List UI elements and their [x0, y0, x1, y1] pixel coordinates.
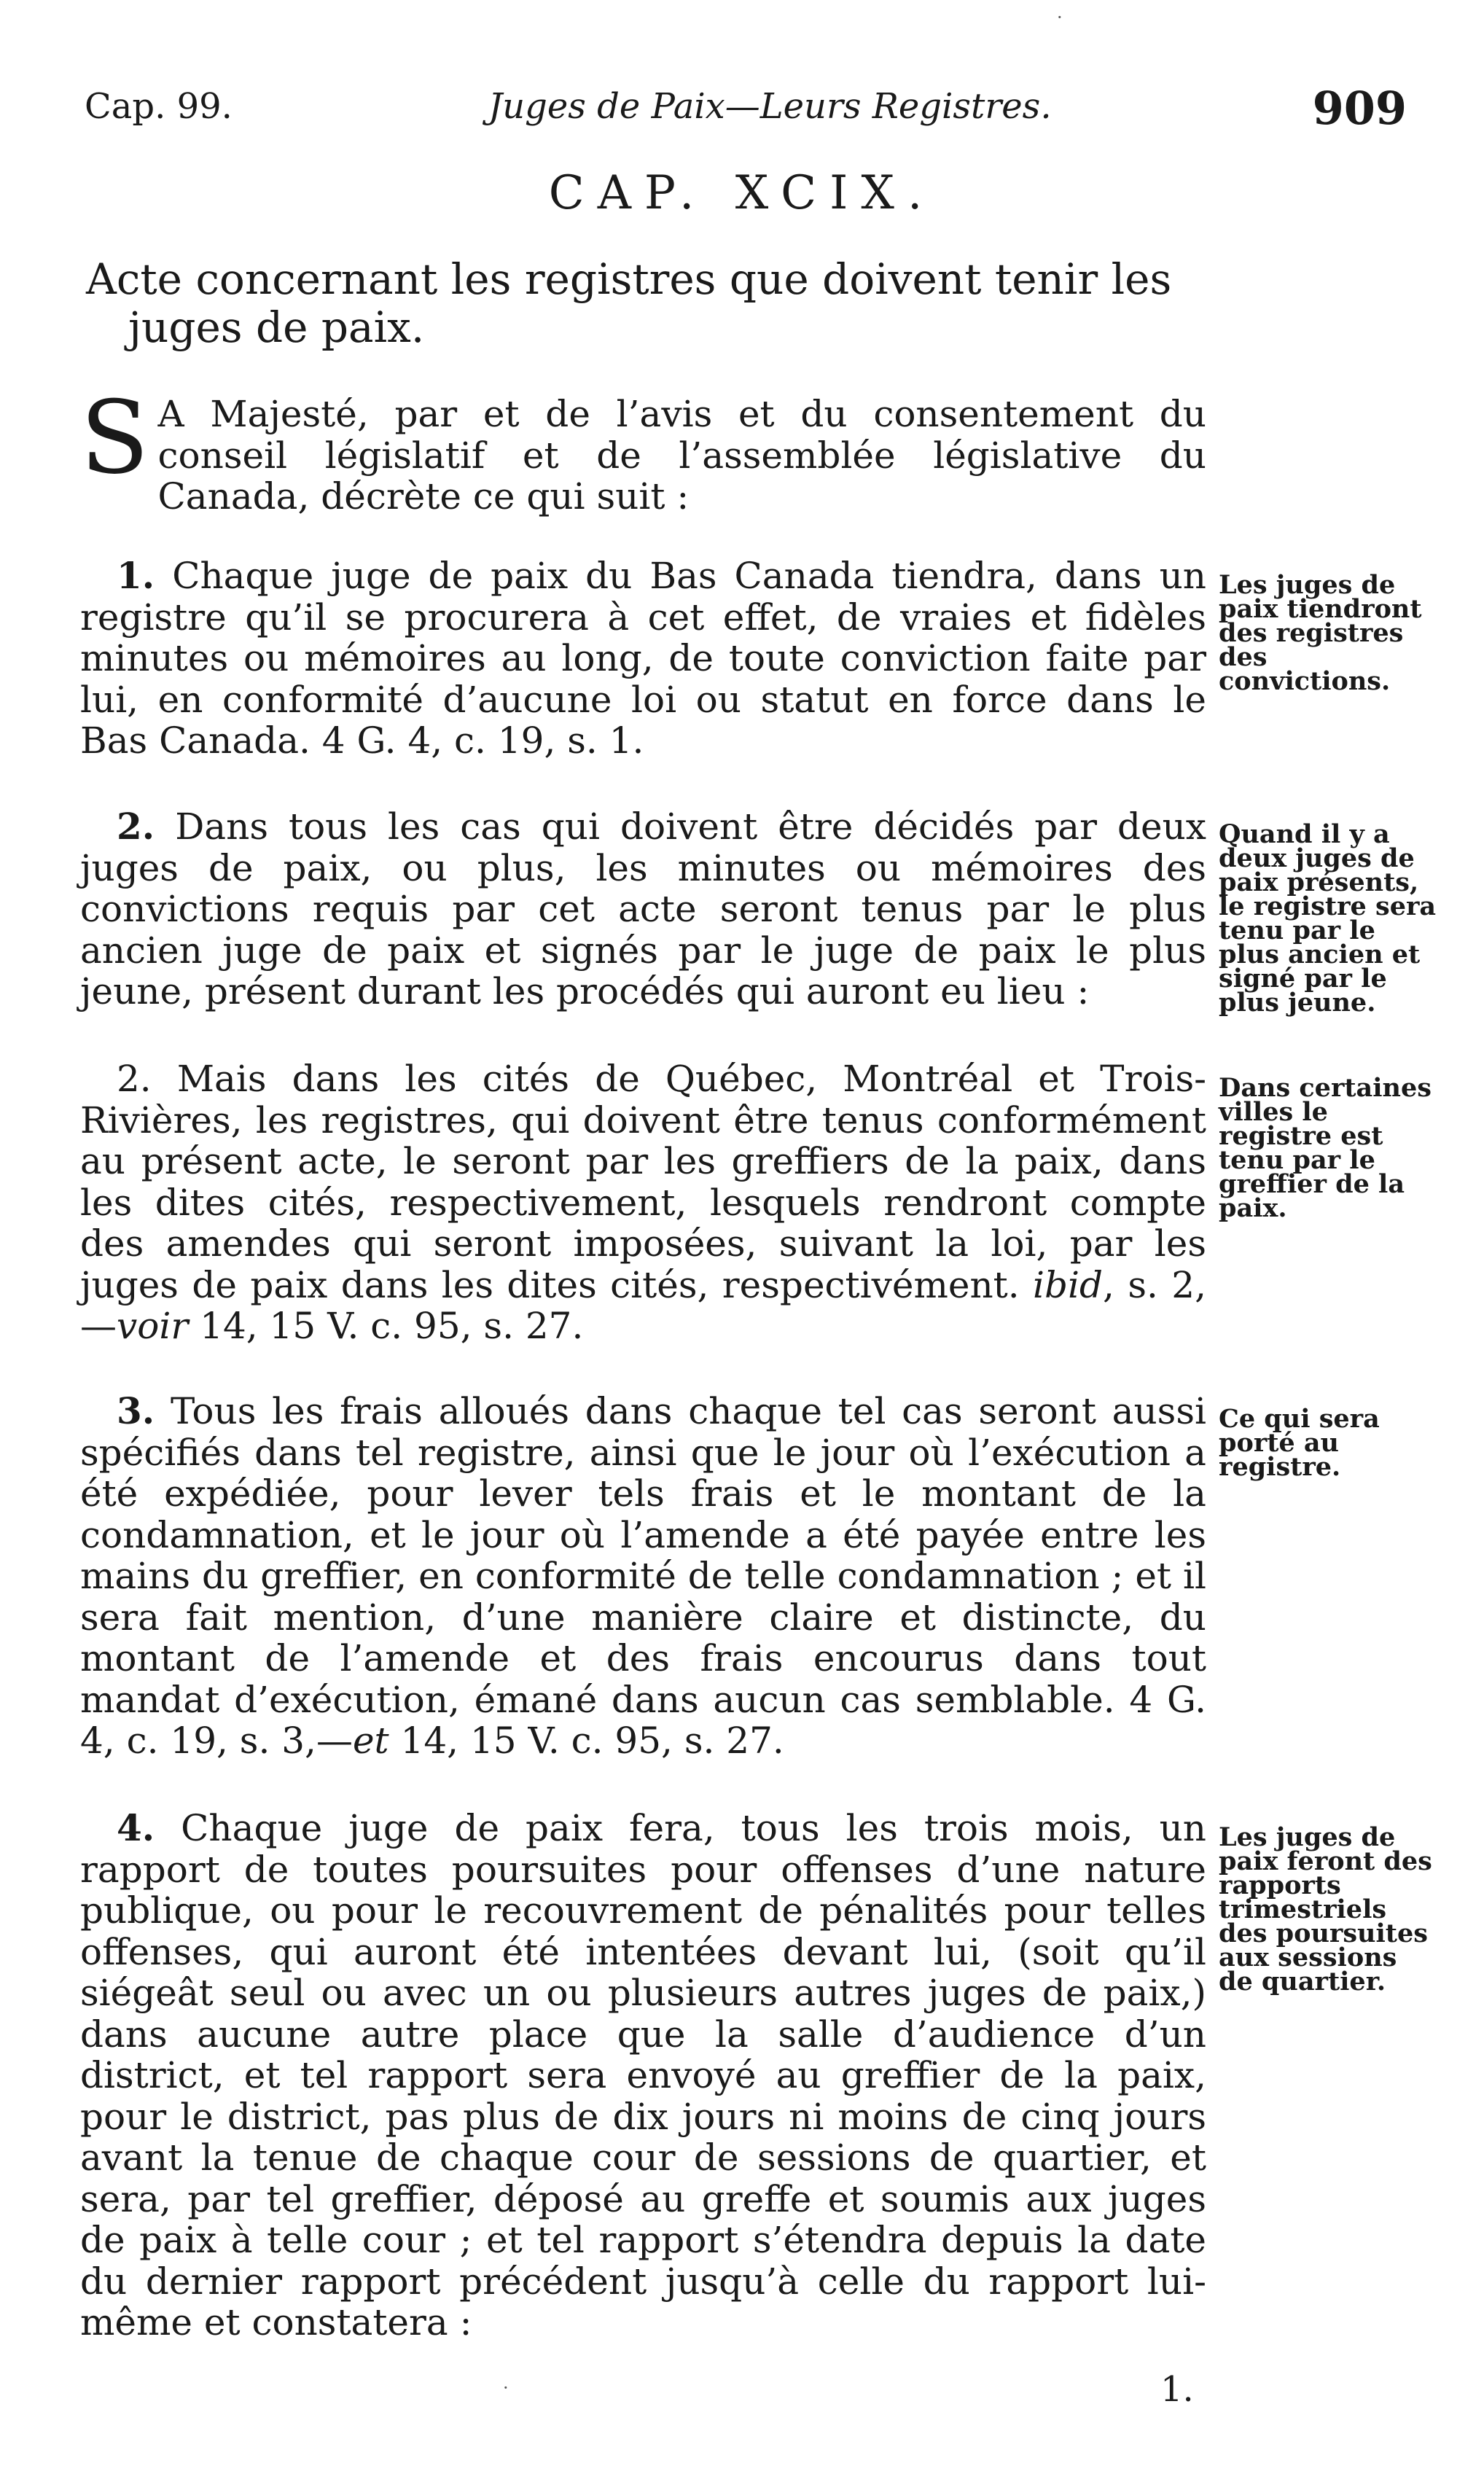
section-3	[80, 1391, 1206, 1762]
citation-et: et	[352, 1720, 389, 1762]
margin-note: Les juges de paix feront des rapports trimestriels des poursuites aux sessions de quartier.	[1219, 1822, 1432, 1997]
print-speck: ·	[503, 2378, 509, 2398]
running-head	[80, 82, 1407, 144]
section-text: Chaque juge de paix du Bas Canada tiendra, dans un registre qu’il se procurera à cet effet, de vraies et fidèles minutes ou mémoires au long, de toute conviction faite par lui, en conformité d’aucune loi ou statut en force dans le Bas Canada. 4 G. 4, c. 19, s. 1.	[80, 555, 1206, 762]
section-number: 3.	[117, 1389, 155, 1432]
section-text: Tous les frais alloués dans chaque tel cas seront aussi spécifiés dans tel registre, ainsi que le jour où l’exécution a été expédiée, pour lever tels frais et le montant de la condamnation, et le jour où l’amende a été payée entre les mains du greffier, en conformité de telle condamnation ; et il sera fait mention, d’une manière claire et distincte, du montant de l’amende et des frais encourus dans tout mandat d’exécution, émané dans aucun cas semblable. 4 G. 4, c. 19, s. 3,—	[80, 1390, 1206, 1762]
margin-note: Ce qui sera porté au registre.	[1219, 1404, 1380, 1482]
citation-ibid: ibid	[1033, 1263, 1104, 1306]
chapter-reference: Cap. 99.	[85, 86, 233, 127]
chapter-heading: CAP. XCIX.	[548, 166, 936, 220]
section-text: Chaque juge de paix fera, tous les trois mois, un rapport de toutes poursuites pour offenses d’une nature publique, ou pour le recouvrement de pénalités pour telles offenses, qui auront été intentées devant lui, (soit qu’il siégeât seul ou avec un ou plusieurs autres juges de paix,) dans aucune autre place que la salle d’audience d’un district, et tel rapport sera envoyé au greffier de la paix, pour le district, pas plus de dix jours ni moins de cinq jours avant la tenue de chaque cour de sessions de quartier, et sera, par tel greffier, déposé au greffe et soumis aux juges de paix à telle cour ; et tel rapport s’étendra depuis la date du dernier rapport précédent jusqu’à celle du rapport lui-même et constatera :	[80, 1807, 1206, 2343]
section-1	[80, 555, 1206, 762]
citation-mid: , s. 2,—	[80, 1263, 1206, 1347]
section-number: 2.	[117, 805, 155, 848]
margin-note: Les juges de paix tiendront des registres des convictions.	[1219, 570, 1422, 696]
margin-note: Quand il y a deux juges de paix présents, le registre sera tenu par le plus ancien et signé par le plus jeune.	[1219, 819, 1437, 1018]
margin-note: Dans certaines villes le registre est tenu par le greffier de la paix.	[1219, 1073, 1432, 1223]
section-2	[80, 806, 1206, 1012]
section-text: Mais dans les cités de Québec, Montréal et Trois-Rivières, les registres, qui doivent être tenus conformément au présent acte, le seront par les greffiers de la paix, dans les dites cités, respectivement, lesquels rendront compte des amendes qui seront imposées, suivant la loi, par les juges de paix dans les dites cités, respectivément.	[80, 1058, 1206, 1306]
running-title: Juges de Paix—Leurs Registres.	[488, 86, 1052, 127]
catchword: 1.	[1160, 2369, 1194, 2410]
act-title-line-1: Acte concernant les registres que doivent tenir les	[86, 254, 1172, 304]
section-4	[80, 1808, 1206, 2343]
act-title-line-2: juges de paix.	[128, 303, 425, 352]
print-speck: ·	[1057, 7, 1063, 28]
section-number: 4.	[117, 1806, 155, 1849]
preamble-text: A Majesté, par et de l’avis et du consentement du conseil législatif et de l’assemblée législative du Canada, décrète ce qui suit :	[157, 393, 1206, 518]
subsection-2	[80, 1058, 1206, 1347]
citation-end: 14, 15 V. c. 95, s. 27.	[188, 1305, 584, 1347]
preamble	[80, 379, 1206, 518]
drop-cap: S	[80, 379, 149, 496]
page-number: 909	[1312, 82, 1407, 135]
section-number: 2.	[117, 1058, 152, 1100]
section-number: 1.	[117, 554, 155, 597]
citation-end: 14, 15 V. c. 95, s. 27.	[388, 1720, 784, 1762]
section-text: Dans tous les cas qui doivent être décidés par deux juges de paix, ou plus, les minutes ou mémoires des convictions requis par cet acte seront tenus par le plus ancien juge de paix et signés par le juge de paix le plus jeune, présent durant les procédés qui auront eu lieu :	[80, 805, 1206, 1012]
citation-voir: voir	[117, 1305, 189, 1347]
act-title	[86, 255, 1208, 351]
